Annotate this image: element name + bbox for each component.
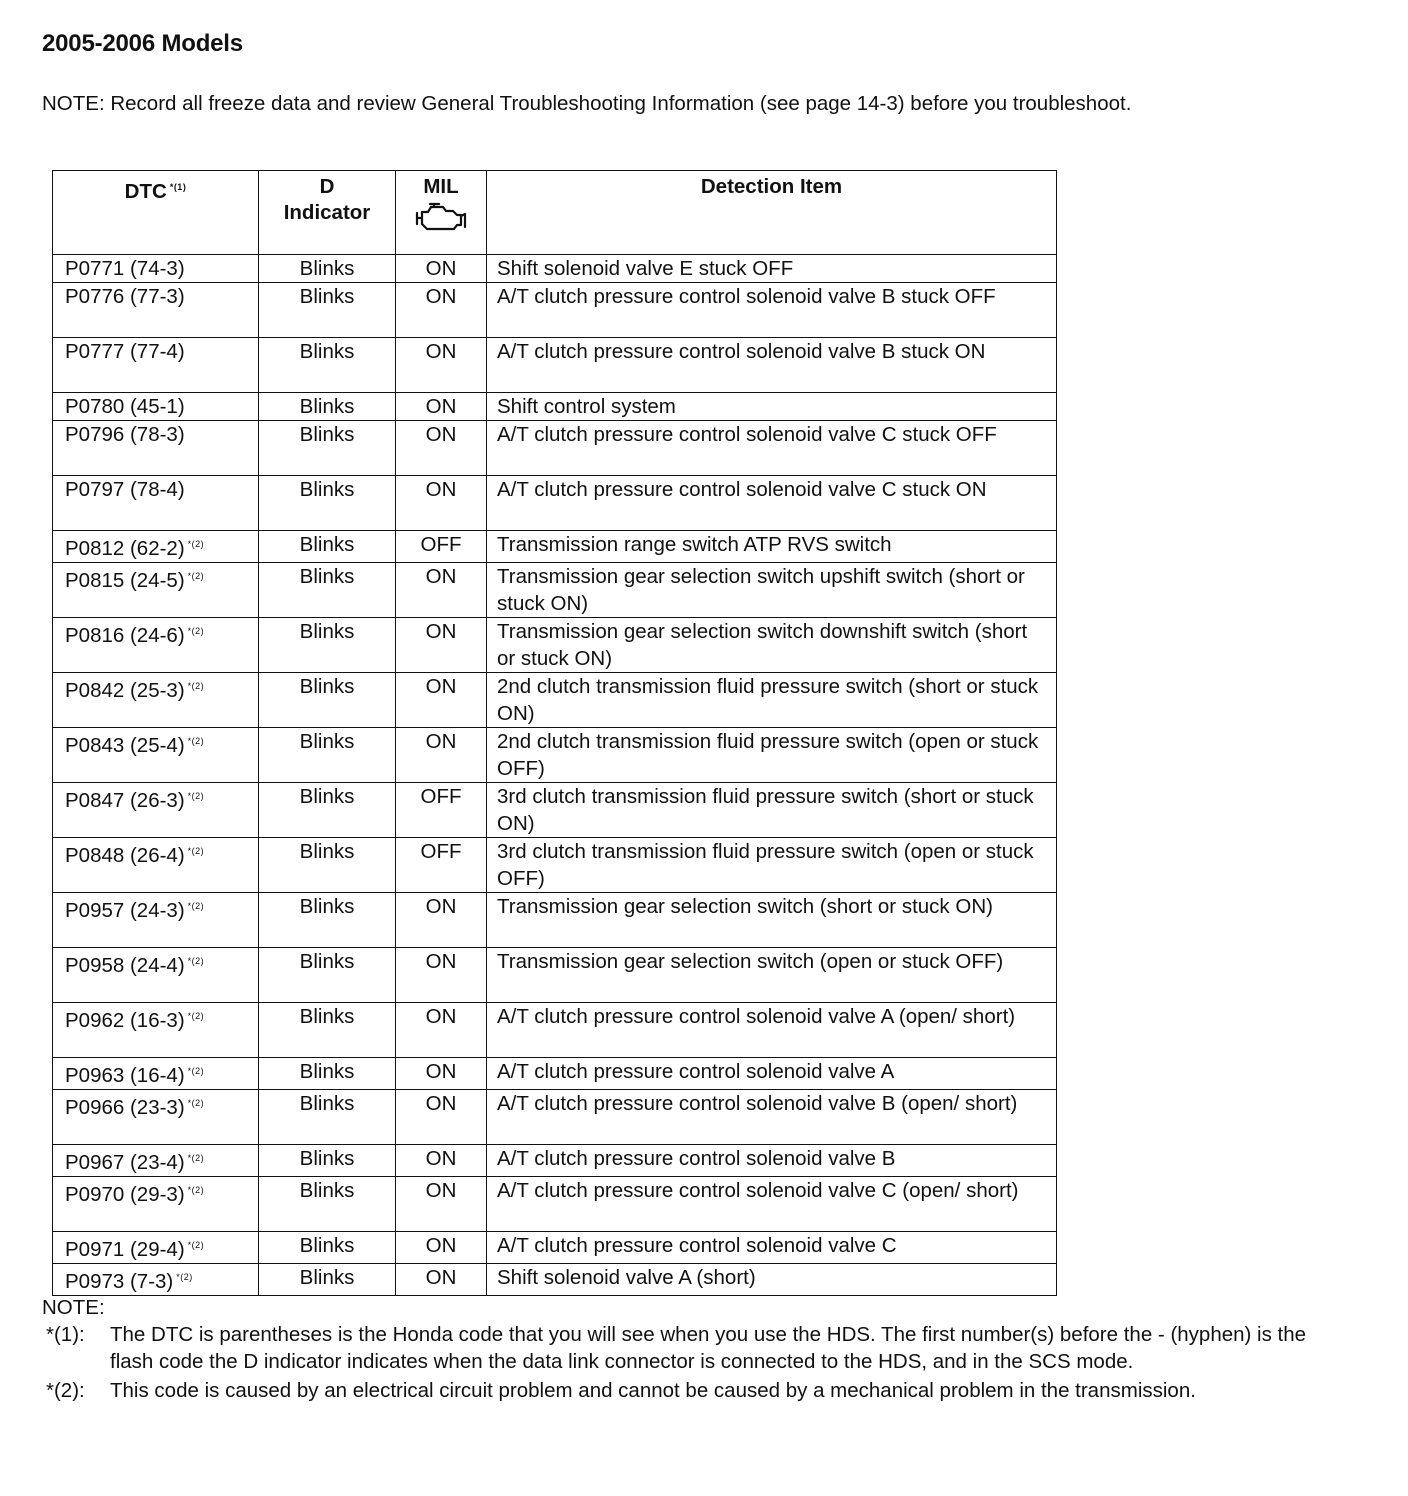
page-title: 2005-2006 Models	[42, 30, 243, 57]
cell-dtc	[53, 948, 259, 1003]
cell-d-indicator: Blinks	[259, 783, 396, 838]
dtc-code: P0780 (45-1)	[65, 395, 185, 418]
table-row	[53, 1264, 1057, 1296]
cell-dtc	[53, 1090, 259, 1145]
dtc-footnote-mark: *(2)	[187, 791, 205, 801]
intro-note: NOTE: Record all freeze data and review General Troubleshooting Information (see page 14-3) before you troubleshoot.	[42, 92, 1132, 115]
dtc-code: P0957 (24-3)	[65, 899, 185, 922]
dtc-code: P0797 (78-4)	[65, 478, 185, 501]
cell-dtc	[53, 1264, 259, 1296]
footnote-1-mark: *(1):	[46, 1323, 85, 1346]
cell-detection-item: A/T clutch pressure control solenoid valve B (open/ short)	[487, 1090, 1057, 1145]
header-d-indicator	[259, 171, 396, 255]
cell-d-indicator: Blinks	[259, 1145, 396, 1177]
table-row	[53, 618, 1057, 673]
cell-d-indicator: Blinks	[259, 476, 396, 531]
header-dtc-label: DTC	[124, 180, 167, 203]
dtc-code: P0842 (25-3)	[65, 679, 185, 702]
cell-mil: ON	[396, 283, 487, 338]
cell-dtc	[53, 1145, 259, 1177]
cell-d-indicator: Blinks	[259, 1090, 396, 1145]
cell-mil: ON	[396, 421, 487, 476]
cell-d-indicator: Blinks	[259, 1177, 396, 1232]
header-dtc-footnote: *(1)	[169, 182, 187, 192]
cell-mil: ON	[396, 673, 487, 728]
dtc-code: P0970 (29-3)	[65, 1183, 185, 1206]
cell-detection-item: A/T clutch pressure control solenoid valve A	[487, 1058, 1057, 1090]
cell-mil: ON	[396, 1264, 487, 1296]
table-row	[53, 728, 1057, 783]
table-row	[53, 421, 1057, 476]
header-detection-item: Detection Item	[487, 171, 1057, 255]
table-row	[53, 1058, 1057, 1090]
dtc-footnote-mark: *(2)	[187, 681, 205, 691]
cell-d-indicator: Blinks	[259, 1232, 396, 1264]
cell-dtc	[53, 728, 259, 783]
dtc-footnote-mark: *(2)	[187, 1066, 205, 1076]
dtc-code: P0771 (74-3)	[65, 257, 185, 280]
header-mil	[396, 171, 487, 255]
dtc-footnote-mark: *(2)	[187, 846, 205, 856]
dtc-footnote-mark: *(2)	[187, 1153, 205, 1163]
cell-dtc	[53, 563, 259, 618]
cell-mil: ON	[396, 728, 487, 783]
footnote-2	[42, 1377, 1342, 1404]
cell-d-indicator: Blinks	[259, 673, 396, 728]
cell-mil: ON	[396, 476, 487, 531]
cell-detection-item: Transmission range switch ATP RVS switch	[487, 531, 1057, 563]
cell-d-indicator: Blinks	[259, 255, 396, 283]
dtc-footnote-mark: *(2)	[187, 539, 205, 549]
cell-detection-item: A/T clutch pressure control solenoid valve B	[487, 1145, 1057, 1177]
cell-mil: ON	[396, 893, 487, 948]
table-row	[53, 1232, 1057, 1264]
dtc-footnote-mark: *(2)	[187, 626, 205, 636]
dtc-code: P0796 (78-3)	[65, 423, 185, 446]
cell-detection-item: 2nd clutch transmission fluid pressure switch (open or stuck OFF)	[487, 728, 1057, 783]
footnote-1	[42, 1321, 1342, 1375]
cell-mil: ON	[396, 1058, 487, 1090]
cell-dtc	[53, 1058, 259, 1090]
table-row	[53, 393, 1057, 421]
cell-dtc	[53, 618, 259, 673]
cell-detection-item: Transmission gear selection switch downshift switch (short or stuck ON)	[487, 618, 1057, 673]
dtc-footnote-mark: *(2)	[187, 571, 205, 581]
cell-mil: ON	[396, 393, 487, 421]
footnotes	[42, 1294, 1342, 1404]
dtc-footnote-mark: *(2)	[187, 956, 205, 966]
table-row	[53, 838, 1057, 893]
cell-dtc	[53, 673, 259, 728]
dtc-code: P0812 (62-2)	[65, 537, 185, 560]
cell-d-indicator: Blinks	[259, 893, 396, 948]
cell-mil: OFF	[396, 838, 487, 893]
header-d-indicator-label: D Indicator	[283, 175, 371, 224]
dtc-footnote-mark: *(2)	[187, 736, 205, 746]
table-row	[53, 783, 1057, 838]
dtc-code: P0843 (25-4)	[65, 734, 185, 757]
dtc-footnote-mark: *(2)	[187, 1011, 205, 1021]
cell-dtc	[53, 421, 259, 476]
table-body	[53, 255, 1057, 1296]
cell-mil: ON	[396, 618, 487, 673]
cell-mil: ON	[396, 1090, 487, 1145]
header-dtc	[53, 171, 259, 255]
table-row	[53, 1090, 1057, 1145]
cell-mil: ON	[396, 1177, 487, 1232]
cell-d-indicator: Blinks	[259, 531, 396, 563]
cell-detection-item: Transmission gear selection switch (open or stuck OFF)	[487, 948, 1057, 1003]
dtc-footnote-mark: *(2)	[187, 1098, 205, 1108]
cell-d-indicator: Blinks	[259, 563, 396, 618]
cell-d-indicator: Blinks	[259, 948, 396, 1003]
cell-mil: ON	[396, 338, 487, 393]
cell-dtc	[53, 476, 259, 531]
dtc-code: P0847 (26-3)	[65, 789, 185, 812]
table-row	[53, 283, 1057, 338]
cell-detection-item: A/T clutch pressure control solenoid valve A (open/ short)	[487, 1003, 1057, 1058]
cell-d-indicator: Blinks	[259, 618, 396, 673]
cell-detection-item: Transmission gear selection switch upshift switch (short or stuck ON)	[487, 563, 1057, 618]
dtc-code: P0973 (7-3)	[65, 1270, 174, 1293]
dtc-footnote-mark: *(2)	[187, 901, 205, 911]
table-row	[53, 893, 1057, 948]
cell-d-indicator: Blinks	[259, 393, 396, 421]
cell-detection-item: 3rd clutch transmission fluid pressure switch (open or stuck OFF)	[487, 838, 1057, 893]
cell-dtc	[53, 838, 259, 893]
cell-d-indicator: Blinks	[259, 728, 396, 783]
cell-dtc	[53, 531, 259, 563]
footnote-2-mark: *(2):	[46, 1379, 85, 1402]
dtc-code: P0971 (29-4)	[65, 1238, 185, 1261]
cell-d-indicator: Blinks	[259, 1264, 396, 1296]
table-row	[53, 948, 1057, 1003]
cell-d-indicator: Blinks	[259, 338, 396, 393]
cell-dtc	[53, 393, 259, 421]
dtc-code: P0816 (24-6)	[65, 624, 185, 647]
footnote-1-text: The DTC is parentheses is the Honda code that you will see when you use the HDS. The first number(s) before the - (hyphen) is the flash code the D indicator indicates when the data link connector is connected to the HDS, and in the SCS mode.	[110, 1323, 1307, 1373]
dtc-code: P0962 (16-3)	[65, 1009, 185, 1032]
table-row	[53, 1003, 1057, 1058]
dtc-code: P0848 (26-4)	[65, 844, 185, 867]
engine-icon	[413, 202, 469, 232]
cell-mil: OFF	[396, 531, 487, 563]
cell-detection-item: A/T clutch pressure control solenoid valve B stuck OFF	[487, 283, 1057, 338]
cell-dtc	[53, 338, 259, 393]
cell-detection-item: 2nd clutch transmission fluid pressure switch (short or stuck ON)	[487, 673, 1057, 728]
dtc-code: P0815 (24-5)	[65, 569, 185, 592]
cell-dtc	[53, 1003, 259, 1058]
cell-detection-item: A/T clutch pressure control solenoid valve C stuck OFF	[487, 421, 1057, 476]
cell-detection-item: Shift solenoid valve A (short)	[487, 1264, 1057, 1296]
cell-dtc	[53, 255, 259, 283]
cell-detection-item: 3rd clutch transmission fluid pressure switch (short or stuck ON)	[487, 783, 1057, 838]
cell-mil: ON	[396, 255, 487, 283]
table-row	[53, 531, 1057, 563]
table-row	[53, 338, 1057, 393]
dtc-footnote-mark: *(2)	[187, 1240, 205, 1250]
table-row	[53, 563, 1057, 618]
cell-mil: OFF	[396, 783, 487, 838]
dtc-table	[52, 170, 1057, 1296]
cell-mil: ON	[396, 1003, 487, 1058]
dtc-code: P0958 (24-4)	[65, 954, 185, 977]
dtc-footnote-mark: *(2)	[187, 1185, 205, 1195]
cell-detection-item: A/T clutch pressure control solenoid valve C stuck ON	[487, 476, 1057, 531]
dtc-code: P0777 (77-4)	[65, 340, 185, 363]
dtc-code: P0776 (77-3)	[65, 285, 185, 308]
header-mil-label: MIL	[423, 175, 459, 198]
table-header-row	[53, 171, 1057, 255]
cell-mil: ON	[396, 1232, 487, 1264]
cell-d-indicator: Blinks	[259, 283, 396, 338]
table-row	[53, 1145, 1057, 1177]
table-row	[53, 255, 1057, 283]
dtc-code: P0967 (23-4)	[65, 1151, 185, 1174]
cell-d-indicator: Blinks	[259, 838, 396, 893]
cell-mil: ON	[396, 948, 487, 1003]
cell-mil: ON	[396, 563, 487, 618]
table-row	[53, 1177, 1057, 1232]
cell-detection-item: A/T clutch pressure control solenoid valve C	[487, 1232, 1057, 1264]
cell-dtc	[53, 1177, 259, 1232]
dtc-code: P0963 (16-4)	[65, 1064, 185, 1087]
cell-d-indicator: Blinks	[259, 1058, 396, 1090]
footnote-2-text: This code is caused by an electrical circuit problem and cannot be caused by a mechanical problem in the transmission.	[110, 1379, 1196, 1402]
cell-detection-item: Shift control system	[487, 393, 1057, 421]
cell-detection-item: A/T clutch pressure control solenoid valve B stuck ON	[487, 338, 1057, 393]
cell-detection-item: A/T clutch pressure control solenoid valve C (open/ short)	[487, 1177, 1057, 1232]
cell-mil: ON	[396, 1145, 487, 1177]
footnotes-heading: NOTE:	[42, 1296, 105, 1319]
dtc-code: P0966 (23-3)	[65, 1096, 185, 1119]
table-row	[53, 673, 1057, 728]
cell-d-indicator: Blinks	[259, 1003, 396, 1058]
cell-dtc	[53, 1232, 259, 1264]
cell-dtc	[53, 893, 259, 948]
cell-dtc	[53, 283, 259, 338]
cell-dtc	[53, 783, 259, 838]
dtc-footnote-mark: *(2)	[176, 1272, 193, 1282]
cell-detection-item: Transmission gear selection switch (short or stuck ON)	[487, 893, 1057, 948]
cell-detection-item: Shift solenoid valve E stuck OFF	[487, 255, 1057, 283]
cell-d-indicator: Blinks	[259, 421, 396, 476]
table-row	[53, 476, 1057, 531]
